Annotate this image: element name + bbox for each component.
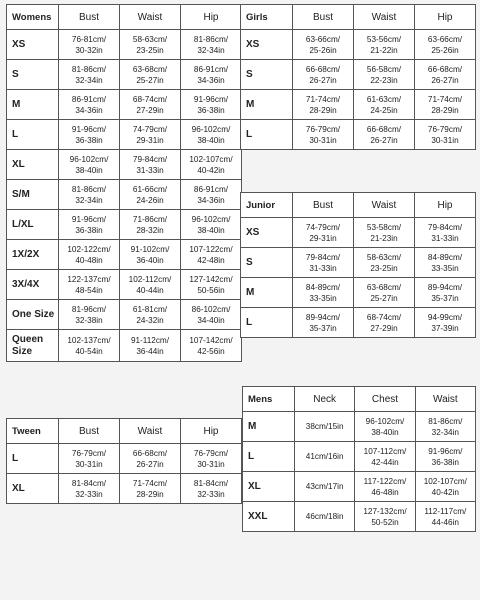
table-row: [243, 442, 476, 472]
measurement-cell: 68-74cm/ 27-29in: [120, 90, 181, 120]
table-row: [7, 270, 242, 300]
measurement-cell: 107-122cm/ 42-48in: [181, 240, 242, 270]
measurement-cell: 56-58cm/ 22-23in: [354, 60, 415, 90]
table-row: [241, 90, 476, 120]
measurement-cell: 96-102cm/ 38-40in: [181, 210, 242, 240]
table-row: [241, 120, 476, 150]
measurement-cell: 63-66cm/ 25-26in: [293, 30, 354, 60]
measurement-cell: 81-96cm/ 32-38in: [59, 300, 120, 330]
measurement-cell: 61-63cm/ 24-25in: [354, 90, 415, 120]
size-label: XL: [243, 472, 295, 502]
size-label: 3X/4X: [7, 270, 59, 300]
table-row: [243, 412, 476, 442]
girls-size-table: [240, 4, 476, 150]
size-label: XXL: [243, 502, 295, 532]
size-label: 1X/2X: [7, 240, 59, 270]
measurement-cell: 53-56cm/ 21-22in: [354, 30, 415, 60]
size-label: L: [7, 120, 59, 150]
table-row: [7, 444, 242, 474]
size-label: XS: [241, 218, 293, 248]
measurement-cell: 89-94cm/ 35-37in: [293, 308, 354, 338]
girls-col-hip: Hip: [415, 5, 476, 30]
measurement-cell: 89-94cm/ 35-37in: [415, 278, 476, 308]
mens-size-table: [242, 386, 476, 532]
measurement-cell: 107-112cm/ 42-44in: [355, 442, 415, 472]
size-label: S/M: [7, 180, 59, 210]
size-label: XL: [7, 150, 59, 180]
tween-col-bust: Bust: [59, 419, 120, 444]
table-row: [241, 278, 476, 308]
size-label: S: [241, 248, 293, 278]
size-label: XS: [241, 30, 293, 60]
table-row: [7, 180, 242, 210]
table-row: [7, 30, 242, 60]
measurement-cell: 66-68cm/ 26-27in: [354, 120, 415, 150]
junior-table-title: Junior: [241, 193, 293, 218]
table-row: [241, 308, 476, 338]
junior-col-hip: Hip: [415, 193, 476, 218]
measurement-cell: 63-68cm/ 25-27in: [120, 60, 181, 90]
measurement-cell: 71-74cm/ 28-29in: [120, 474, 181, 504]
table-row: [7, 120, 242, 150]
measurement-cell: 91-96cm/ 36-38in: [59, 120, 120, 150]
measurement-cell: 61-66cm/ 24-26in: [120, 180, 181, 210]
tween-size-table: [6, 418, 242, 504]
measurement-cell: 102-107cm/ 40-42in: [181, 150, 242, 180]
measurement-cell: 63-66cm/ 25-26in: [415, 30, 476, 60]
measurement-cell: 41cm/16in: [295, 442, 355, 472]
size-label: L: [7, 444, 59, 474]
measurement-cell: 71-74cm/ 28-29in: [415, 90, 476, 120]
measurement-cell: 91-102cm/ 36-40in: [120, 240, 181, 270]
junior-col-waist: Waist: [354, 193, 415, 218]
size-label: L: [243, 442, 295, 472]
table-row: [241, 60, 476, 90]
measurement-cell: 76-79cm/ 30-31in: [181, 444, 242, 474]
junior-header-row: [241, 193, 476, 218]
measurement-cell: 96-102cm/ 38-40in: [59, 150, 120, 180]
measurement-cell: 68-74cm/ 27-29in: [354, 308, 415, 338]
table-row: [241, 30, 476, 60]
measurement-cell: 76-79cm/ 30-31in: [415, 120, 476, 150]
measurement-cell: 117-122cm/ 46-48in: [355, 472, 415, 502]
table-row: [241, 248, 476, 278]
size-label: L: [241, 308, 293, 338]
table-row: [7, 90, 242, 120]
mens-col-waist: Waist: [415, 387, 475, 412]
womens-col-bust: Bust: [59, 5, 120, 30]
measurement-cell: 91-96cm/ 36-38in: [59, 210, 120, 240]
measurement-cell: 86-91cm/ 34-36in: [181, 180, 242, 210]
measurement-cell: 58-63cm/ 23-25in: [120, 30, 181, 60]
womens-col-waist: Waist: [120, 5, 181, 30]
tween-header-row: [7, 419, 242, 444]
measurement-cell: 102-112cm/ 40-44in: [120, 270, 181, 300]
measurement-cell: 122-137cm/ 48-54in: [59, 270, 120, 300]
girls-header-row: [241, 5, 476, 30]
measurement-cell: 61-81cm/ 24-32in: [120, 300, 181, 330]
measurement-cell: 76-79cm/ 30-31in: [293, 120, 354, 150]
womens-header-row: [7, 5, 242, 30]
measurement-cell: 86-102cm/ 34-40in: [181, 300, 242, 330]
mens-header-row: [243, 387, 476, 412]
size-label: M: [241, 90, 293, 120]
table-row: [7, 210, 242, 240]
table-row: [243, 502, 476, 532]
measurement-cell: 102-122cm/ 40-48in: [59, 240, 120, 270]
size-label: L/XL: [7, 210, 59, 240]
measurement-cell: 86-91cm/ 34-36in: [181, 60, 242, 90]
size-label: S: [7, 60, 59, 90]
tween-col-waist: Waist: [120, 419, 181, 444]
size-label: S: [241, 60, 293, 90]
size-label: M: [243, 412, 295, 442]
measurement-cell: 74-79cm/ 29-31in: [120, 120, 181, 150]
measurement-cell: 79-84cm/ 31-33in: [293, 248, 354, 278]
size-label: L: [241, 120, 293, 150]
measurement-cell: 74-79cm/ 29-31in: [293, 218, 354, 248]
measurement-cell: 91-96cm/ 36-38in: [181, 90, 242, 120]
tween-col-hip: Hip: [181, 419, 242, 444]
junior-col-bust: Bust: [293, 193, 354, 218]
measurement-cell: 81-86cm/ 32-34in: [181, 30, 242, 60]
size-label: M: [7, 90, 59, 120]
size-label: XS: [7, 30, 59, 60]
table-row: [7, 474, 242, 504]
measurement-cell: 38cm/15in: [295, 412, 355, 442]
measurement-cell: 43cm/17in: [295, 472, 355, 502]
measurement-cell: 91-112cm/ 36-44in: [120, 330, 181, 362]
measurement-cell: 127-132cm/ 50-52in: [355, 502, 415, 532]
measurement-cell: 84-89cm/ 33-35in: [293, 278, 354, 308]
size-label: One Size: [7, 300, 59, 330]
measurement-cell: 84-89cm/ 33-35in: [415, 248, 476, 278]
measurement-cell: 71-74cm/ 28-29in: [293, 90, 354, 120]
measurement-cell: 86-91cm/ 34-36in: [59, 90, 120, 120]
measurement-cell: 112-117cm/ 44-46in: [415, 502, 475, 532]
size-label: Queen Size: [7, 330, 59, 362]
measurement-cell: 79-84cm/ 31-33in: [120, 150, 181, 180]
measurement-cell: 81-86cm/ 32-34in: [59, 60, 120, 90]
measurement-cell: 127-142cm/ 50-56in: [181, 270, 242, 300]
table-row: [7, 150, 242, 180]
measurement-cell: 91-96cm/ 36-38in: [415, 442, 475, 472]
table-row: [243, 472, 476, 502]
junior-size-table: [240, 192, 476, 338]
measurement-cell: 94-99cm/ 37-39in: [415, 308, 476, 338]
mens-col-neck: Neck: [295, 387, 355, 412]
measurement-cell: 81-84cm/ 32-33in: [181, 474, 242, 504]
table-row: [7, 300, 242, 330]
measurement-cell: 66-68cm/ 26-27in: [293, 60, 354, 90]
womens-size-table: [6, 4, 242, 362]
girls-col-bust: Bust: [293, 5, 354, 30]
measurement-cell: 66-68cm/ 26-27in: [415, 60, 476, 90]
measurement-cell: 76-81cm/ 30-32in: [59, 30, 120, 60]
mens-table-title: Mens: [243, 387, 295, 412]
womens-table-title: Womens: [7, 5, 59, 30]
measurement-cell: 102-107cm/ 40-42in: [415, 472, 475, 502]
measurement-cell: 53-58cm/ 21-23in: [354, 218, 415, 248]
measurement-cell: 81-86cm/ 32-34in: [415, 412, 475, 442]
measurement-cell: 63-68cm/ 25-27in: [354, 278, 415, 308]
girls-col-waist: Waist: [354, 5, 415, 30]
table-row: [7, 240, 242, 270]
measurement-cell: 66-68cm/ 26-27in: [120, 444, 181, 474]
mens-col-chest: Chest: [355, 387, 415, 412]
table-row: [7, 60, 242, 90]
size-label: XL: [7, 474, 59, 504]
measurement-cell: 102-137cm/ 40-54in: [59, 330, 120, 362]
measurement-cell: 76-79cm/ 30-31in: [59, 444, 120, 474]
table-row: [7, 330, 242, 362]
tween-table-title: Tween: [7, 419, 59, 444]
measurement-cell: 81-86cm/ 32-34in: [59, 180, 120, 210]
table-row: [241, 218, 476, 248]
measurement-cell: 46cm/18in: [295, 502, 355, 532]
measurement-cell: 107-142cm/ 42-56in: [181, 330, 242, 362]
measurement-cell: 96-102cm/ 38-40in: [355, 412, 415, 442]
girls-table-title: Girls: [241, 5, 293, 30]
measurement-cell: 58-63cm/ 23-25in: [354, 248, 415, 278]
measurement-cell: 81-84cm/ 32-33in: [59, 474, 120, 504]
measurement-cell: 71-86cm/ 28-32in: [120, 210, 181, 240]
measurement-cell: 79-84cm/ 31-33in: [415, 218, 476, 248]
measurement-cell: 96-102cm/ 38-40in: [181, 120, 242, 150]
womens-col-hip: Hip: [181, 5, 242, 30]
size-label: M: [241, 278, 293, 308]
